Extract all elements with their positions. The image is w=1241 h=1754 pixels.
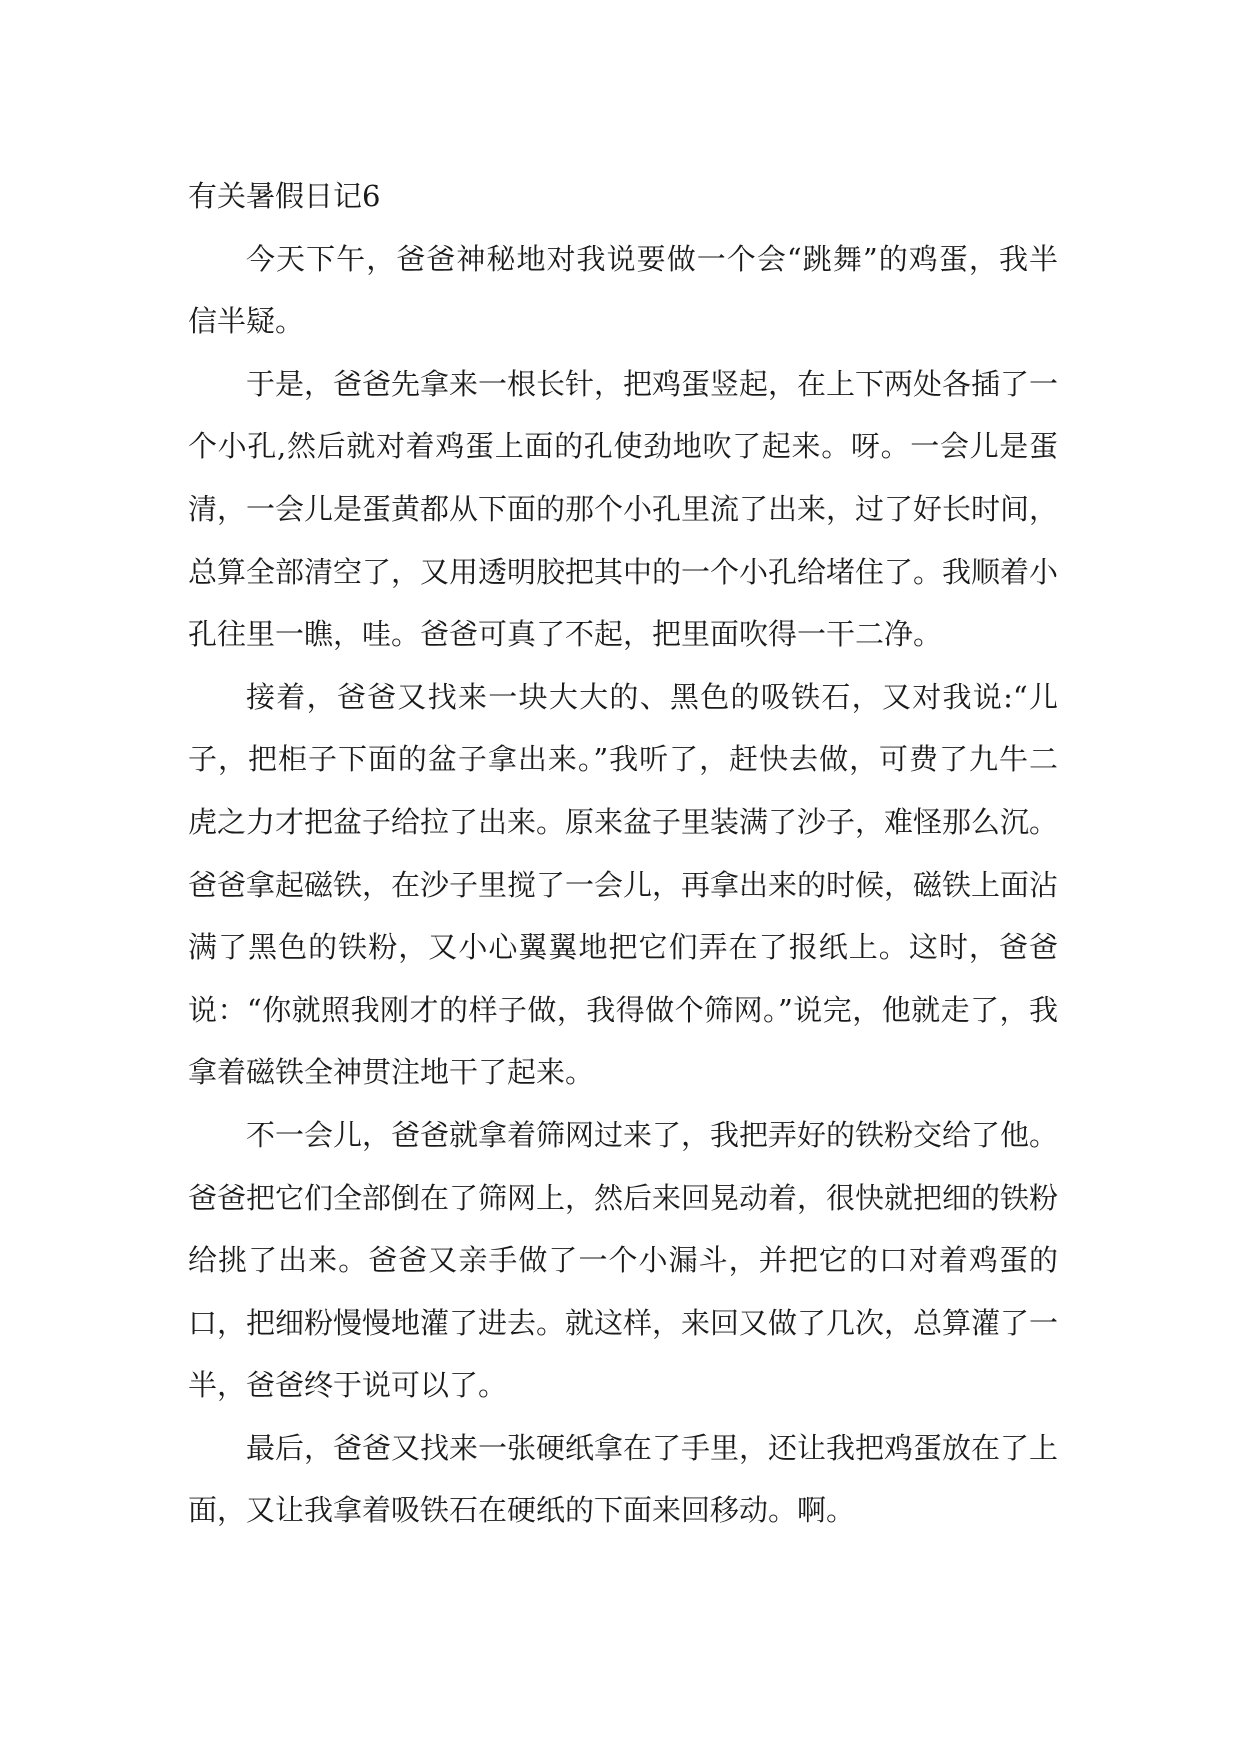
paragraph-3: 接着，爸爸又找来一块大大的、黑色的吸铁石，又对我说:“儿子，把柜子下面的盆子拿出来。”我听了，赶快去做，可费了九牛二虎之力才把盆子给拉了出来。原来盆子里装满了沙子，难怪那么沉。爸爸拿起磁铁，在沙子里搅了一会儿，再拿出来的时候，磁铁上面沾满了黑色的铁粉，又小心翼翼地把它们弄在了报纸上。这时，爸爸说：“你就照我刚才的样子做，我得做个筛网。”说完，他就走了，我拿着磁铁全神贯注地干了起来。 <box>188 679 1059 1090</box>
paragraph-5: 最后，爸爸又找来一张硬纸拿在了手里，还让我把鸡蛋放在了上面，又让我拿着吸铁石在硬纸的下面来回移动。啊。 <box>188 1430 1059 1528</box>
paragraph-4: 不一会儿，爸爸就拿着筛网过来了，我把弄好的铁粉交给了他。爸爸把它们全部倒在了筛网上，然后来回晃动着，很快就把细的铁粉给挑了出来。爸爸又亲手做了一个小漏斗，并把它的口对着鸡蛋的口，把细粉慢慢地灌了进去。就这样，来回又做了几次，总算灌了一半，爸爸终于说可以了。 <box>188 1117 1059 1403</box>
document-title: 有关暑假日记6 <box>188 179 381 213</box>
document-body <box>188 165 1058 1542</box>
paragraph-1: 今天下午，爸爸神秘地对我说要做一个会“跳舞”的鸡蛋，我半信半疑。 <box>188 241 1058 339</box>
paragraph-2: 于是，爸爸先拿来一根长针，把鸡蛋竖起，在上下两处各插了一个小孔,然后就对着鸡蛋上面的孔使劲地吹了起来。呀。一会儿是蛋清，一会儿是蛋黄都从下面的那个小孔里流了出来，过了好长时间，总算全部清空了，又用透明胶把其中的一个小孔给堵住了。我顺着小孔往里一瞧，哇。爸爸可真了不起，把里面吹得一干二净。 <box>188 366 1059 652</box>
